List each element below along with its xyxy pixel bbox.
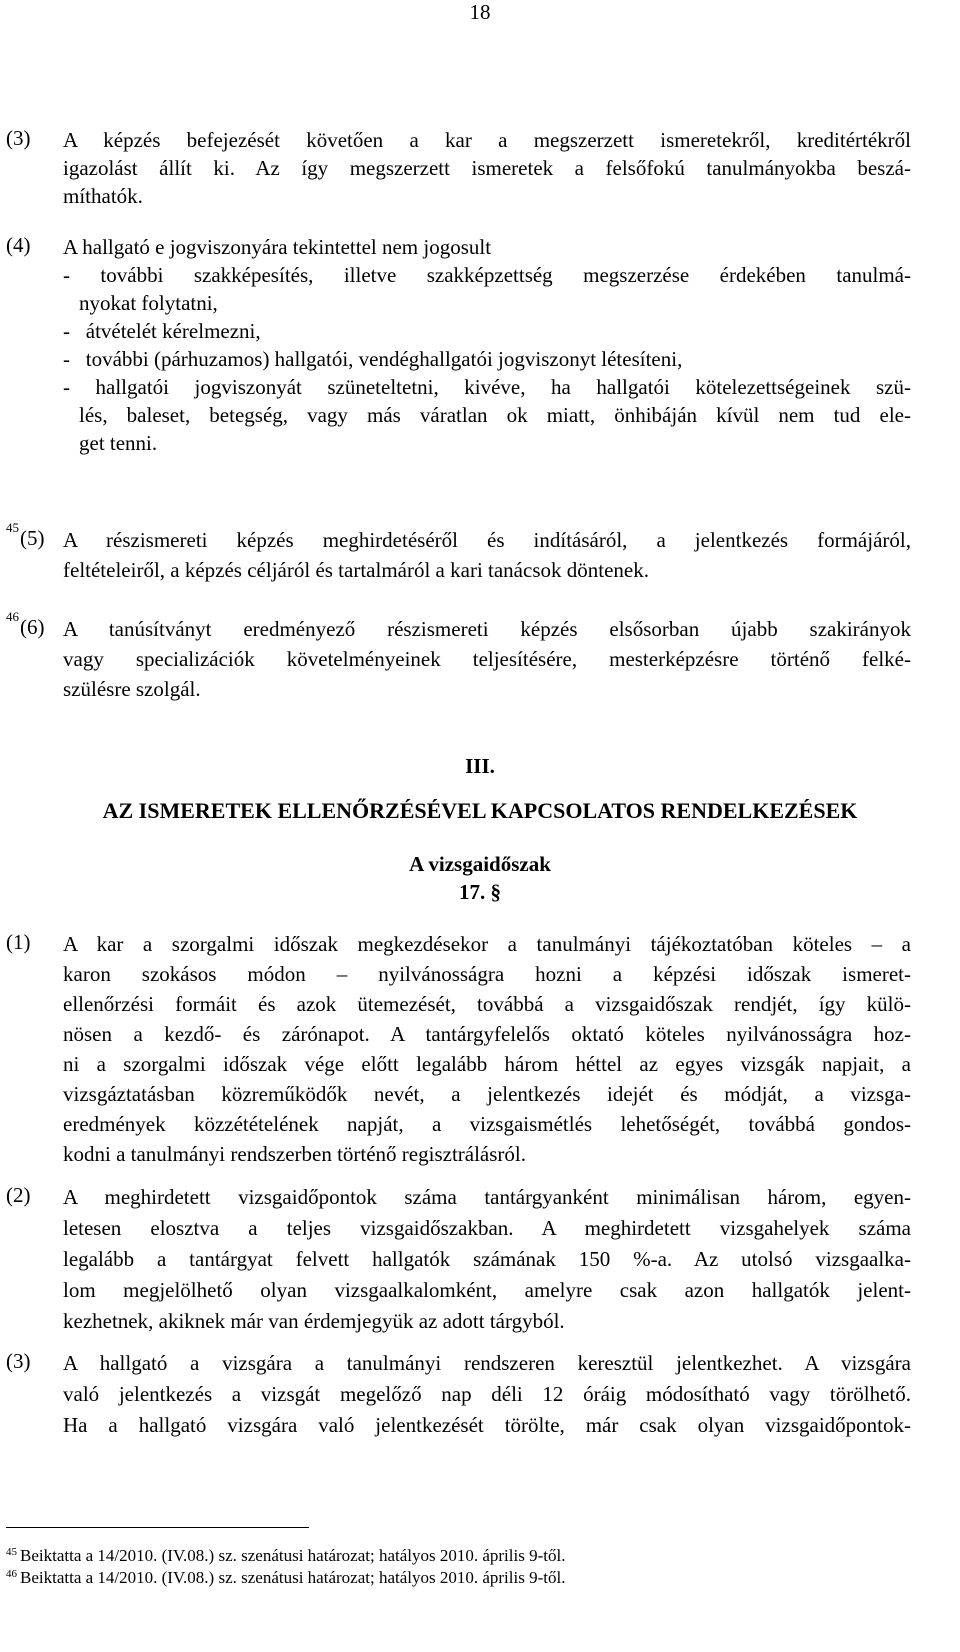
- footnote-reference[interactable]: 45: [6, 520, 19, 535]
- paragraph-line: szülésre szolgál.: [63, 677, 201, 701]
- paragraph-line: nyokat folytatni,: [79, 291, 218, 315]
- paragraph-line: eredmények közzétételének napját, a vizsgaismétlés lehetőségét, továbbá gondos-: [63, 1112, 911, 1136]
- paragraph-line: get tenni.: [79, 431, 158, 455]
- paragraph-line: A kar a szorgalmi időszak megkezdésekor a tanulmányi tájékoztatóban köteles – a: [63, 932, 911, 956]
- paragraph-number: $^{46}$(6): [6, 609, 45, 639]
- paragraph-line: ni a szorgalmi időszak vége előtt legalább három héttel az egyes vizsgák napjait, a: [63, 1052, 911, 1076]
- paragraph-number: (4): [6, 233, 31, 257]
- section-subtitle: A vizsgaidőszak: [409, 852, 551, 876]
- footnote-separator: [6, 1527, 309, 1528]
- paragraph-line: való jelentkezés a vizsgát megelőző nap déli 12 óráig módosítható vagy törölhető.: [63, 1382, 911, 1406]
- paragraph-line: letesen elosztva a teljes vizsgaidőszakban. A meghirdetett vizsgahelyek száma: [63, 1216, 911, 1240]
- footnote-46: [6, 1568, 565, 1588]
- paragraph-line: Ha a hallgató vizsgára való jelentkezését törölte, már csak olyan vizsgaidőpontok-: [63, 1413, 911, 1437]
- paragraph-line: A tanúsítványt eredményező részismereti képzés elsősorban újabb szakirányok: [63, 617, 911, 641]
- paragraph-line: karon szokásos módon – nyilvánosságra hozni a képzési időszak ismeret-: [63, 962, 911, 986]
- paragraph-line: lés, baleset, betegség, vagy más váratlan ok miatt, önhibáján kívül nem tud ele-: [79, 403, 911, 427]
- paragraph-line: A meghirdetett vizsgaidőpontok száma tantárgyanként minimálisan három, egyen-: [63, 1185, 911, 1209]
- paragraph-number: $^{45}$(5): [6, 520, 45, 550]
- paragraph-number: (3): [6, 126, 31, 150]
- paragraph-line: A részismereti képzés meghirdetéséről és indításáról, a jelentkezés formájáról,: [63, 528, 911, 552]
- chapter-title: AZ ISMERETEK ELLENŐRZÉSÉVEL KAPCSOLATOS RENDELKEZÉSEK: [102, 798, 858, 823]
- list-item: - átvételét kérelmezni,: [63, 319, 261, 343]
- paragraph-line: lom megjelölhető olyan vizsgaalkalomként, amelyre csak azon hallgatók jelent-: [63, 1278, 911, 1302]
- footnote-text: Beiktatta a 14/2010. (IV.08.) sz. szenátusi határozat; hatályos 2010. április 9-től.: [20, 1546, 566, 1565]
- paragraph-line: vagy specializációk követelményeinek teljesítésére, mesterképzésre történő felké-: [63, 647, 911, 671]
- paragraph-number: (1): [6, 930, 31, 954]
- footnote-number: 46: [6, 1568, 17, 1580]
- paragraph-number: (3): [6, 1349, 31, 1373]
- page-number: 18: [469, 0, 491, 24]
- paragraph-line: A hallgató e jogviszonyára tekintettel nem jogosult: [63, 235, 492, 259]
- list-item: - hallgatói jogviszonyát szüneteltetni, kivéve, ha hallgatói kötelezettségeinek szü-: [63, 375, 911, 399]
- paragraph-line: vizsgáztatásban közreműködők nevét, a jelentkezés idejét és módját, a vizsga-: [63, 1082, 911, 1106]
- paragraph-line: legalább a tantárgyat felvett hallgatók számának 150 %-a. Az utolsó vizsgaalka-: [63, 1247, 911, 1271]
- paragraph-number: (2): [6, 1183, 31, 1207]
- section-number: 17. §: [459, 880, 501, 904]
- chapter-number: III.: [465, 754, 495, 778]
- list-item: - további szakképesítés, illetve szakképzettség megszerzése érdekében tanulmá-: [63, 263, 911, 287]
- paragraph-line: kodni a tanulmányi rendszerben történő regisztrálásról.: [63, 1142, 527, 1166]
- paragraph-line: A hallgató a vizsgára a tanulmányi rendszeren keresztül jelentkezhet. A vizsgára: [63, 1351, 911, 1375]
- paragraph-line: igazolást állít ki. Az így megszerzett ismeretek a felsőfokú tanulmányokba beszá-: [63, 156, 911, 180]
- paragraph-line: A képzés befejezését követően a kar a megszerzett ismeretekről, kreditértékről: [63, 128, 911, 152]
- list-item: - további (párhuzamos) hallgatói, vendéghallgatói jogviszonyt létesíteni,: [63, 347, 683, 371]
- footnote-text: Beiktatta a 14/2010. (IV.08.) sz. szenátusi határozat; hatályos 2010. április 9-től.: [20, 1568, 566, 1587]
- paragraph-line: kezhetnek, akiknek már van érdemjegyük az adott tárgyból.: [63, 1309, 565, 1333]
- footnote-reference[interactable]: 46: [6, 609, 19, 624]
- paragraph-line: míthatók.: [63, 184, 143, 208]
- footnote-number: 45: [6, 1546, 17, 1558]
- paragraph-line: ellenőrzési formáit és azok ütemezését, továbbá a vizsgaidőszak rendjét, így külö-: [63, 992, 911, 1016]
- footnote-45: [6, 1546, 565, 1566]
- paragraph-line: nösen a kezdő- és zárónapot. A tantárgyfelelős oktató köteles nyilvánosságra hoz-: [63, 1022, 911, 1046]
- paragraph-line: feltételeiről, a képzés céljáról és tartalmáról a kari tanácsok döntenek.: [63, 558, 649, 582]
